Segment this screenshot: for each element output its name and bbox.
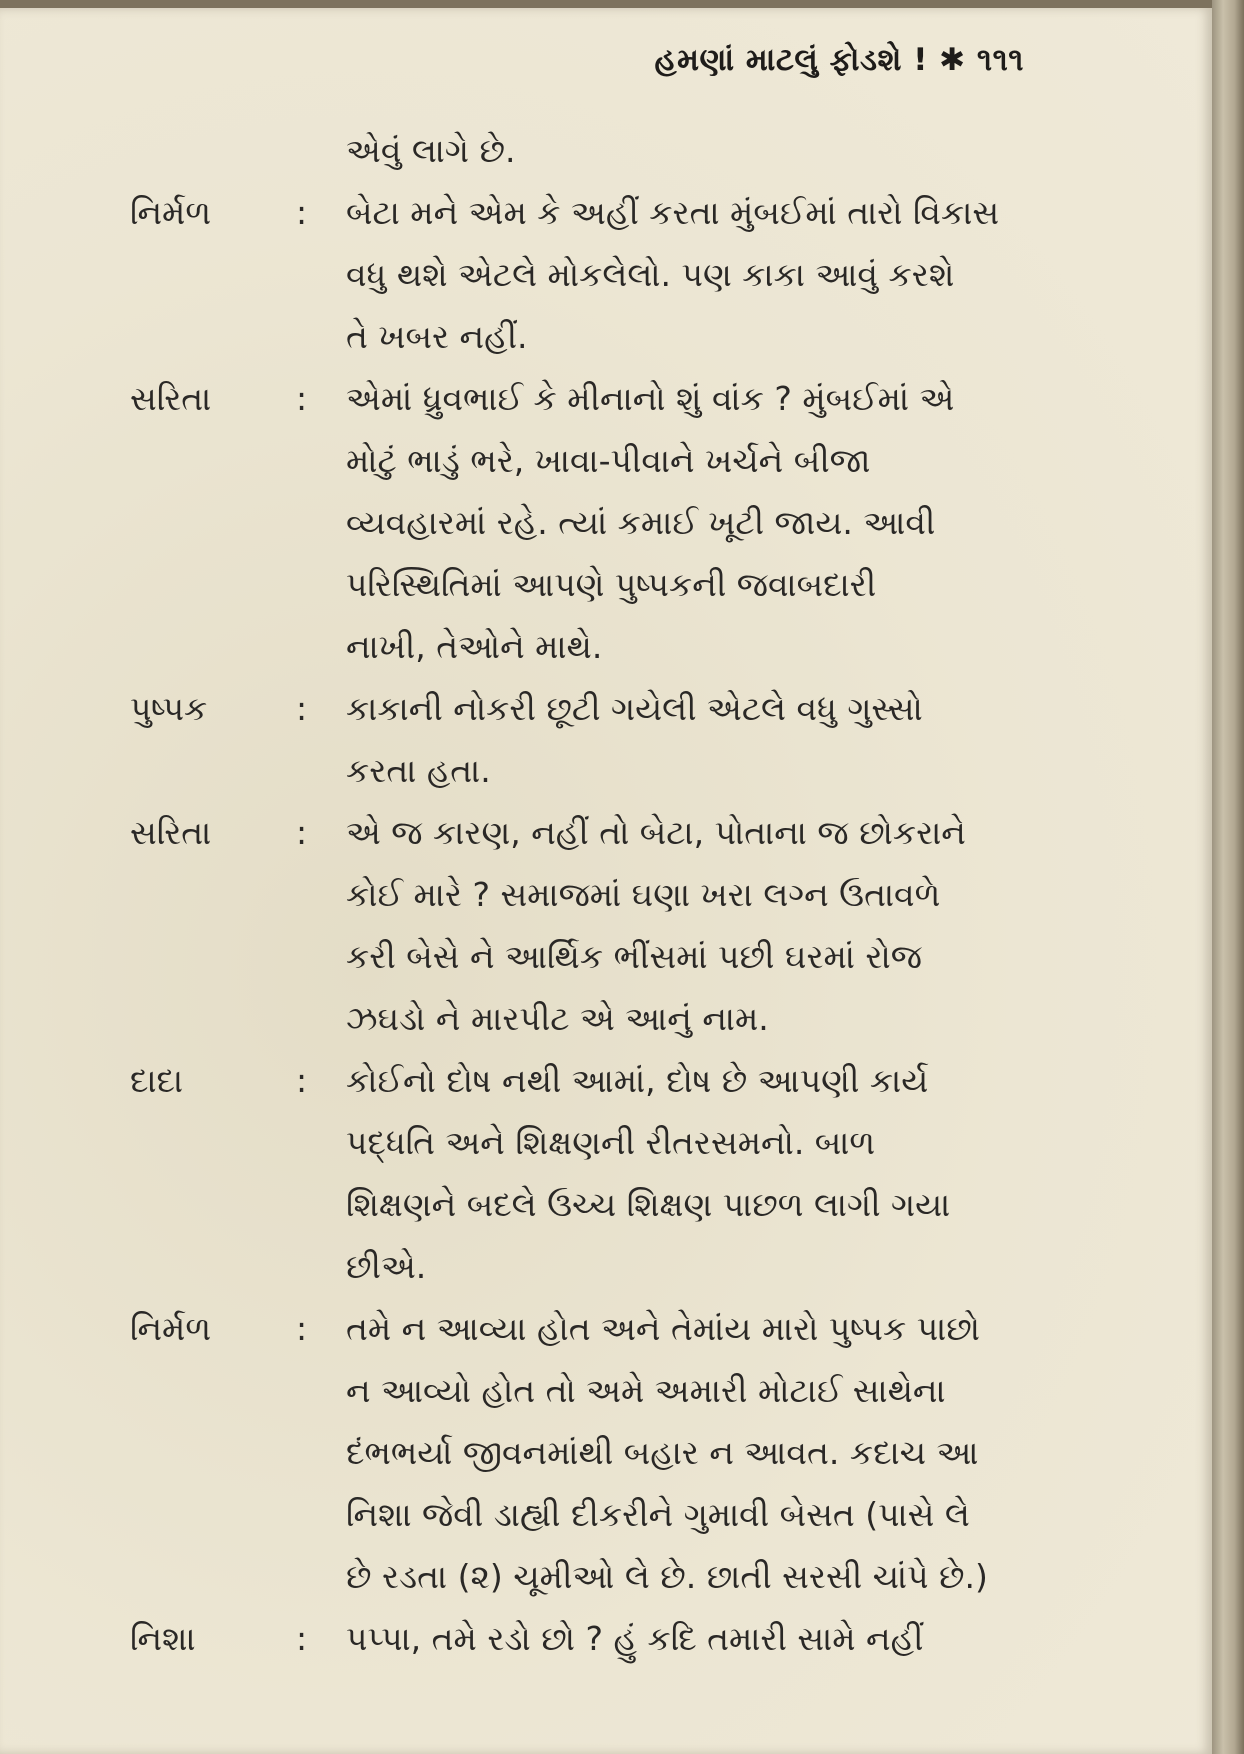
- dialogue-line: એવું લાગે છે.: [346, 131, 516, 170]
- speaker-name: પુષ્પક: [130, 689, 208, 728]
- dialogue-line: એ જ કારણ, નહીં તો બેટા, પોતાના જ છોકરાને: [346, 813, 966, 852]
- dialogue-entry: [0, 1298, 1212, 1608]
- speaker-colon: :: [296, 193, 308, 232]
- dialogue-line: પદ્ધતિ અને શિક્ષણની રીતરસમનો. બાળ: [346, 1123, 876, 1162]
- dialogue-line: ન આવ્યો હોત તો અમે અમારી મોટાઈ સાથેના: [346, 1371, 946, 1410]
- page-top-edge: [0, 0, 1244, 8]
- dialogue-line: ઝઘડો ને મારપીટ એ આનું નામ.: [346, 999, 769, 1038]
- dialogue-body: [0, 120, 1212, 1670]
- dialogue-line: મોટું ભાડું ભરે, ખાવા-પીવાને ખર્ચને બીજા: [346, 441, 871, 480]
- dialogue-lines: [346, 1050, 1066, 1298]
- speaker-colon: :: [296, 1619, 308, 1658]
- dialogue-line: વધુ થશે એટલે મોકલેલો. પણ કાકા આવું કરશે: [346, 255, 955, 294]
- dialogue-line: કરતા હતા.: [346, 751, 491, 790]
- dialogue-line: બેટા મને એમ કે અહીં કરતા મુંબઈમાં તારો વિકાસ: [346, 193, 1000, 232]
- dialogue-line: એમાં ધ્રુવભાઈ કે મીનાનો શું વાંક ? મુંબઈમાં એ: [346, 379, 955, 418]
- dialogue-line: તે ખબર નહીં.: [346, 317, 528, 356]
- speaker-name: સરિતા: [130, 813, 212, 852]
- dialogue-line: નિશા જેવી ડાહ્યી દીકરીને ગુમાવી બેસત (પાસે લે: [346, 1495, 970, 1534]
- dialogue-line: વ્યવહારમાં રહે. ત્યાં કમાઈ ખૂટી જાય. આવી: [346, 503, 936, 542]
- speaker-colon: :: [296, 813, 308, 852]
- dialogue-line: શિક્ષણને બદલે ઉચ્ચ શિક્ષણ પાછળ લાગી ગયા: [346, 1185, 951, 1224]
- dialogue-line: પપ્પા, તમે રડો છો ? હું કદિ તમારી સામે નહીં: [346, 1619, 924, 1658]
- dialogue-entry: [0, 368, 1212, 678]
- speaker-name: સરિતા: [130, 379, 212, 418]
- speaker-colon: :: [296, 1061, 308, 1100]
- dialogue-entry: [0, 182, 1212, 368]
- book-page: [0, 8, 1212, 1754]
- dialogue-line: કરી બેસે ને આર્થિક ભીંસમાં પછી ઘરમાં રોજ: [346, 937, 922, 976]
- dialogue-line: છે રડતા (૨) ચૂમીઓ લે છે. છાતી સરસી ચાંપે છે.): [346, 1557, 988, 1596]
- speaker-colon: :: [296, 1309, 308, 1348]
- dialogue-lines: [346, 802, 1066, 1050]
- dialogue-lines: [346, 368, 1066, 678]
- dialogue-lines: [346, 120, 1066, 182]
- dialogue-lines: [346, 678, 1066, 802]
- speaker-name: નિર્મળ: [130, 193, 212, 232]
- dialogue-lines: [346, 1608, 1066, 1670]
- dialogue-line: પરિસ્થિતિમાં આપણે પુષ્પકની જવાબદારી: [346, 565, 877, 604]
- dialogue-lines: [346, 182, 1066, 368]
- dialogue-line: તમે ન આવ્યા હોત અને તેમાંય મારો પુષ્પક પાછો: [346, 1309, 981, 1348]
- dialogue-line: દંભભર્યા જીવનમાંથી બહાર ન આવત. કદાચ આ: [346, 1433, 979, 1472]
- dialogue-line: કોઈનો દોષ નથી આમાં, દોષ છે આપણી કાર્ય: [346, 1061, 929, 1100]
- dialogue-lines: [346, 1298, 1066, 1608]
- dialogue-entry: [0, 1608, 1212, 1670]
- speaker-name: નિશા: [130, 1619, 196, 1658]
- dialogue-entry: [0, 802, 1212, 1050]
- dialogue-line: નાખી, તેઓને માથે.: [346, 627, 603, 666]
- dialogue-entry: [0, 678, 1212, 802]
- dialogue-entry: [0, 1050, 1212, 1298]
- running-head: હમણાં માટલું ફોડશે ! ✱ ૧૧૧: [654, 42, 1024, 78]
- speaker-name: નિર્મળ: [130, 1309, 212, 1348]
- speaker-colon: :: [296, 379, 308, 418]
- speaker-name: દાદા: [130, 1061, 184, 1100]
- speaker-colon: :: [296, 689, 308, 728]
- dialogue-line: કાકાની નોકરી છૂટી ગયેલી એટલે વધુ ગુસ્સો: [346, 689, 923, 728]
- dialogue-line: છીએ.: [346, 1247, 427, 1286]
- dialogue-line: કોઈ મારે ? સમાજમાં ઘણા ખરા લગ્ન ઉતાવળે: [346, 875, 941, 914]
- dialogue-entry: [0, 120, 1212, 182]
- book-edge: [1212, 0, 1244, 1754]
